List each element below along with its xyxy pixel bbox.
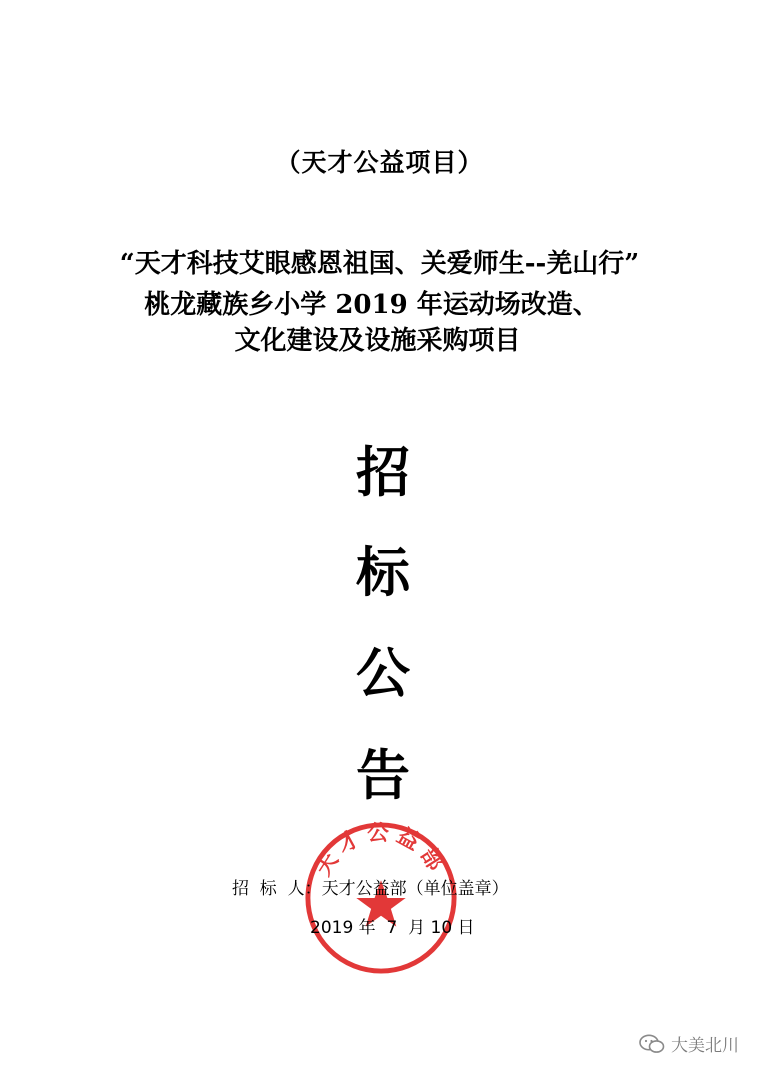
title-line-2: 桃龙藏族乡小学 2019 年运动场改造、 [144, 290, 599, 320]
issuer-line: 招 标 人：天才公益部（单位盖章） [232, 879, 509, 899]
watermark [639, 1031, 739, 1056]
project-subtitle: （天才公益项目） [275, 148, 484, 177]
seal-text: 天才公益部 [310, 820, 452, 881]
wechat-icon [639, 1034, 665, 1054]
heading-char-1: 招 [356, 440, 410, 504]
title-line-3: 文化建设及设施采购项目 [234, 326, 521, 356]
title-line-1: “天才科技艾眼感恩祖国、关爱师生--羌山行” [119, 249, 640, 279]
watermark-text: 大美北川 [671, 1036, 739, 1056]
heading-char-4: 告 [356, 743, 410, 807]
heading-char-3: 公 [356, 641, 410, 705]
svg-text:天才公益部 [311, 821, 451, 880]
heading-char-2: 标 [356, 540, 410, 604]
issue-date: 2019 年 7 月 10 日 [310, 918, 475, 938]
